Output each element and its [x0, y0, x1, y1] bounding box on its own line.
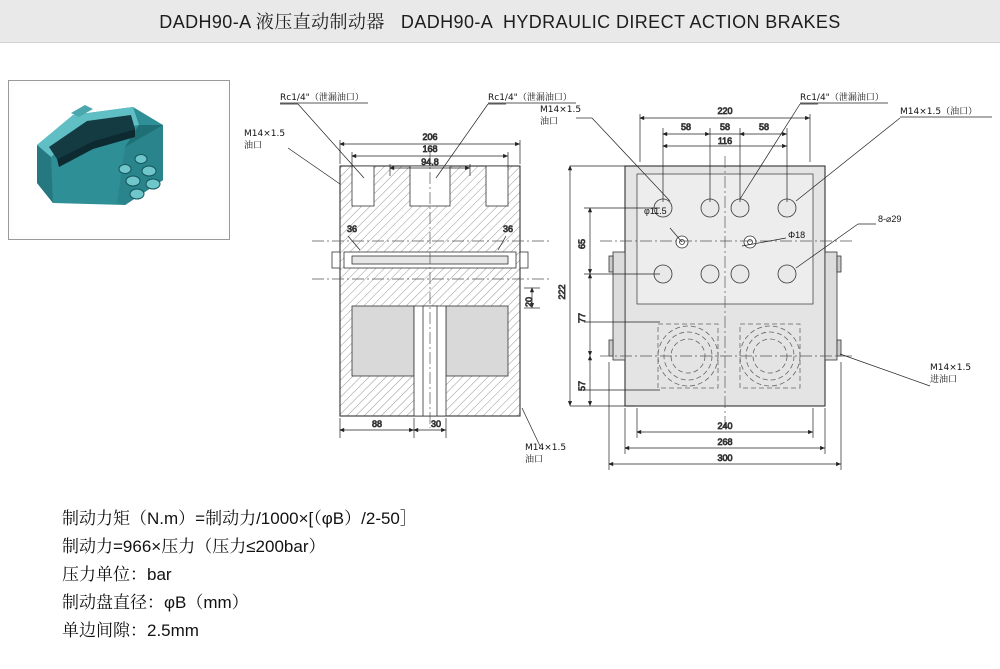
- callout-phi18: Φ18: [788, 230, 806, 240]
- dim-58-a: 58: [680, 122, 692, 132]
- note-line-5: 单边间隙：2.5mm: [62, 621, 199, 641]
- formula-notes: [62, 505, 762, 645]
- technical-drawing: [240, 56, 1000, 501]
- product-photo: [13, 85, 225, 235]
- dim-88: 88: [371, 419, 383, 429]
- product-photo-frame: [8, 80, 230, 240]
- callout-m14-left-sub: 油口: [244, 141, 263, 151]
- dim-206: 206: [422, 132, 438, 142]
- callout-m14-in-sub: 进油口: [930, 375, 958, 385]
- callout-m14-right-left: M14×1.5: [540, 105, 582, 115]
- dim-268: 268: [717, 437, 733, 447]
- drawing-svg: [240, 56, 1000, 501]
- dim-240: 240: [717, 421, 733, 431]
- dim-36-left: 36: [346, 224, 358, 234]
- callout-m14-left: M14×1.5: [244, 129, 286, 139]
- note-line-4: 制动盘直径：φB（mm）: [62, 593, 249, 613]
- callout-phi115: φ11.5: [644, 206, 667, 216]
- dim-57: 57: [577, 380, 587, 392]
- product-photo-image: [13, 85, 225, 235]
- dim-20: 20: [524, 296, 534, 308]
- dim-168: 168: [422, 144, 438, 154]
- note-line-2: 制动力=966×压力（压力≤200bar）: [62, 537, 326, 557]
- note-line-3: 压力单位：bar: [62, 565, 172, 585]
- callout-8holes: 8-⌀29: [878, 214, 902, 224]
- callout-rc14-left: Rc1/4"（泄漏油口）: [280, 93, 364, 103]
- callout-rc14-mid: Rc1/4"（泄漏油口）: [488, 93, 572, 103]
- dim-220: 220: [717, 106, 733, 116]
- dim-30: 30: [430, 419, 442, 429]
- dim-116: 116: [717, 136, 733, 146]
- callout-m14-in: M14×1.5: [930, 363, 972, 373]
- page-title: DADH90-A 液压直动制动器 DADH90-A HYDRAULIC DIRECT ACTION BRAKES: [159, 12, 841, 32]
- dim-948: 94.8: [421, 157, 439, 167]
- dim-58-c: 58: [758, 122, 770, 132]
- note-line-1: 制动力矩（N.m）=制动力/1000×[（φB）/2-50］: [62, 509, 417, 528]
- callout-m14-right-left-sub: 油口: [540, 117, 559, 127]
- dim-300: 300: [717, 453, 733, 463]
- dim-36-right: 36: [502, 224, 514, 234]
- callout-rc14-right: Rc1/4"（泄漏油口）: [800, 93, 884, 103]
- dim-58-b: 58: [719, 122, 731, 132]
- callout-m14-bottom: M14×1.5: [525, 443, 567, 453]
- dim-77: 77: [577, 312, 587, 324]
- page-header: [0, 0, 1000, 43]
- callout-m14-oil: M14×1.5（油口）: [900, 107, 978, 117]
- dim-222: 222: [557, 284, 567, 300]
- callout-m14-bottom-sub: 油口: [525, 455, 544, 465]
- dim-65: 65: [577, 238, 587, 250]
